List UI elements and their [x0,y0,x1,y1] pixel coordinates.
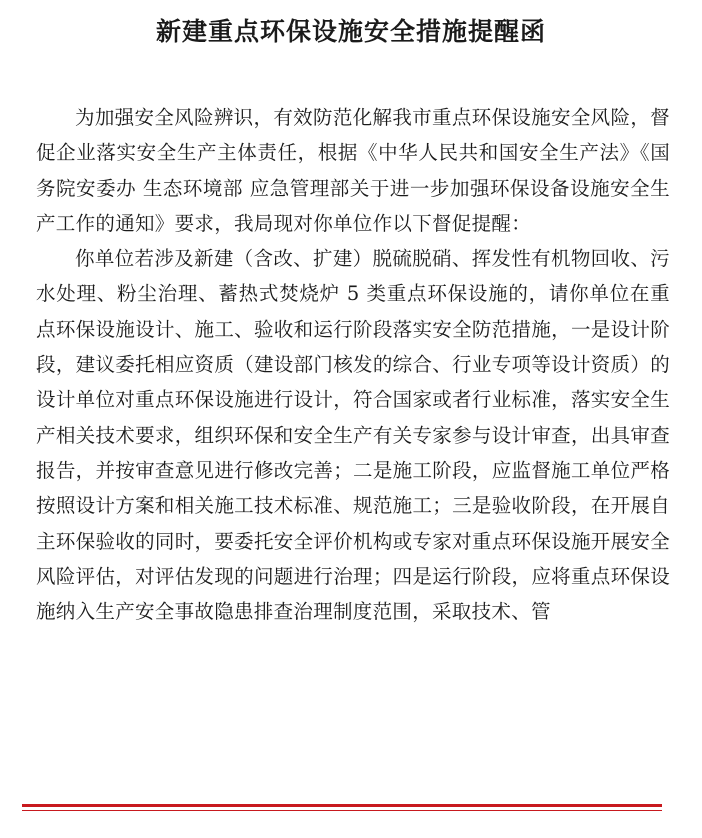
paragraph-intro: 为加强安全风险辨识，有效防范化解我市重点环保设施安全风险，督促企业落实安全生产主体责任，根据《中华人民共和国安全生产法》《国务院安委办 生态环境部 应急管理部关于进一步加强环保设备设施安全生产工作的通知》要求，我局现对你单位作以下督促提醒： [36,106,670,235]
footer-red-rule-thick [22,804,662,807]
paragraph-measures: 你单位若涉及新建（含改、扩建）脱硫脱硝、挥发性有机物回收、污水处理、粉尘治理、蓄热式焚烧炉 5 类重点环保设施的，请你单位在重点环保设施设计、施工、验收和运行阶段落实安全防范措施，一是设计阶段，建议委托相应资质（建设部门核发的综合、行业专项等设计资质）的设计单位对重点环保设施进行设计，符合国家或者行业标准，落实安全生产相关技术要求，组织环保和安全生产有关专家参与设计审查，出具审查报告，并按审查意见进行修改完善；二是施工阶段，应监督施工单位严格按照设计方案和相关施工技术标准、规范施工；三是验收阶段，在开展自主环保验收的同时，要委托安全评价机构或专家对重点环保设施开展安全风险评估，对评估发现的问题进行治理；四是运行阶段，应将重点环保设施纳入生产安全事故隐患排查治理制度范围，采取技术、管 [36,247,670,624]
document-title: 新建重点环保设施安全措施提醒函 [155,17,546,46]
document-body [36,100,670,629]
footer-red-rule-thin [22,810,662,811]
